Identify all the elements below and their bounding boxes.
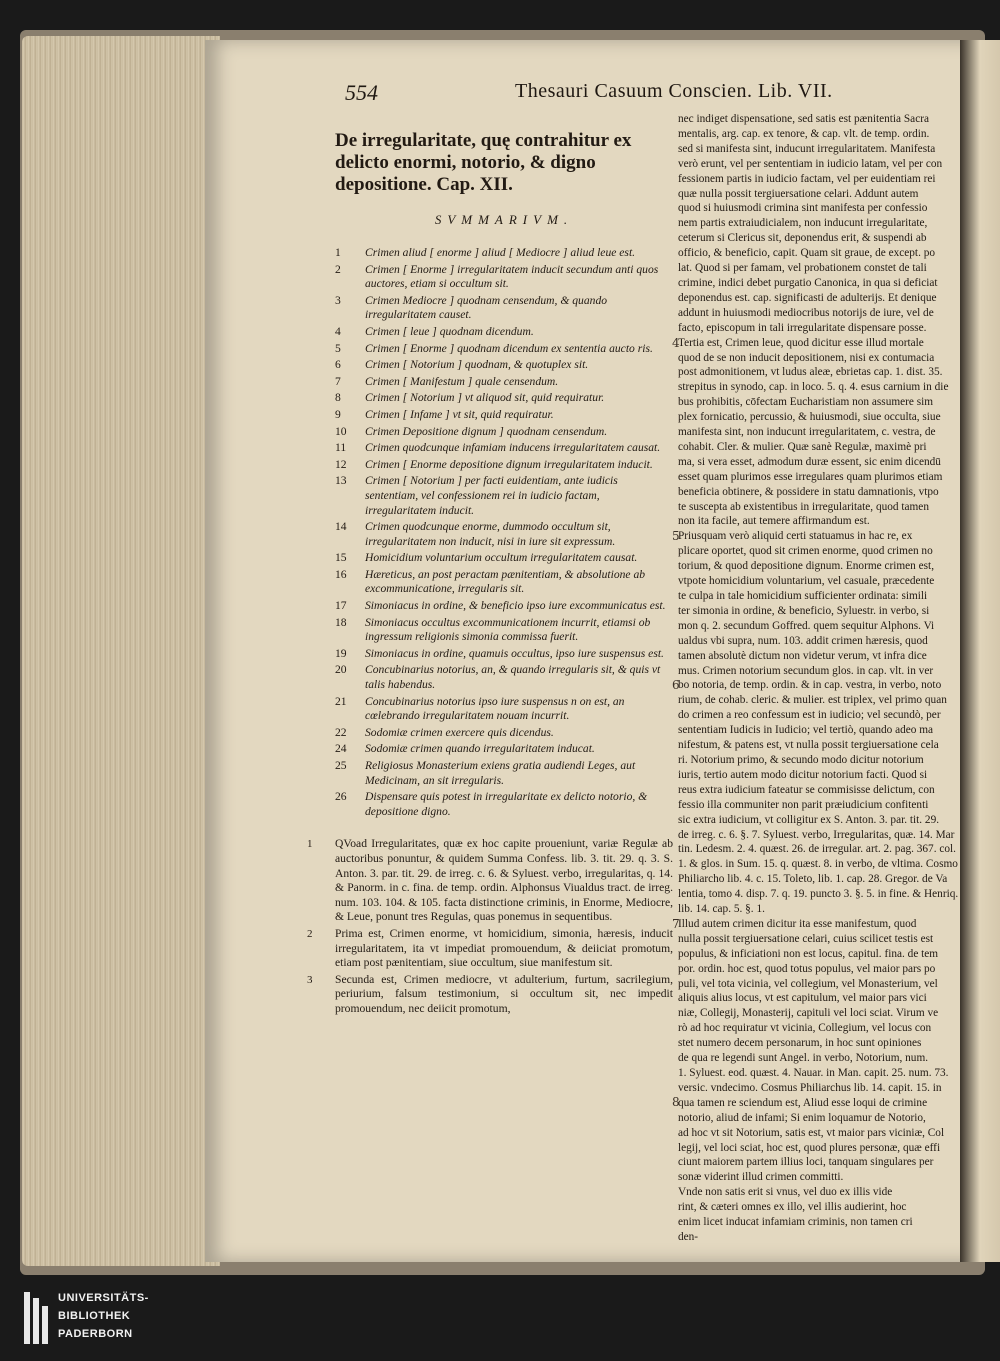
summary-item-text: Homicidium voluntarium occultum irregularitatem causat. [365,551,638,565]
text-line: te culpa in tale homicidium sufficienter ordinata: simili [678,590,928,602]
margin-paragraph-number: 4 [672,335,680,350]
text-line: nem partis extraiudicialem, non inducunt irregularitate, [678,217,928,230]
summary-item [335,647,673,662]
body-paragraph [307,972,673,1017]
margin-paragraph-number: 8 [672,1095,680,1110]
summary-item-text: Crimen [ Enorme ] quodnam dicendum ex sententia aucto ris. [365,341,653,355]
text-line: bus prohibitis, cōfectam Eucharistiam non assumere sim [678,396,934,409]
summary-item-number: 7 [335,374,341,388]
summary-item-number: 8 [335,391,341,405]
text-line: cohabit. Cler. & mulier. Quæ sanè Regulæ, maximè pri [678,440,927,453]
text-line: 1. & glos. in Sum. 15. q. quæst. 8. in verbo, de vltima. Cosmo [678,858,958,871]
summary-item-number: 1 [335,246,341,259]
text-line: iuris, tertio autem modo dicitur notorium facti. Quod si [678,768,928,781]
summary-item-number: 5 [335,341,341,355]
summary-item [335,759,673,788]
paragraph-text: QVoad Irregularitates, quæ ex hoc capite proueniunt, variæ Regulæ ab auctoribus ponuntur, & quidem Summa Confess. lib. 3. tit. 29. q. 3. S. Anton. 3. par. tit. 29. de irreg. c. 6. & Syluest. verbo, irregularitas, q. 14. & Panorm. in c. fina. de temp. ordin. Alphonsus Viualdus tract. de irreg. num. 103. 104. & 105. facta distinctione criminis, in Enorme, Mediocre, & Leue, ponunt tres Regulas, quas ponemus in sequentibus. [335,837,673,924]
text-line: lat. Quod si per famam, vel probationem constet de tali [678,262,927,275]
text-line: mus. Crimen notorium secundum glos. in cap. vlt. in ver [678,664,934,677]
summary-item-number: 10 [335,424,347,438]
body-paragraph [307,926,673,971]
text-line: qua tamen re sciendum est, Aliud esse loqui de crimine [678,1096,928,1109]
summary-item-text: Crimen [ Enorme ] irregularitatem inducit secundum anti quos auctores, etiam si occultum sit. [365,262,659,291]
text-line: Philiarcho lib. 4. c. 15. Toleto, lib. 1. cap. 28. Gregor. de Va [678,873,948,886]
text-line: ceterum si Clericus sit, deponendus erit, & suspendi ab [678,232,927,245]
book-page-edges [22,36,220,1266]
summary-item [335,551,673,566]
left-column [307,130,673,1019]
summary-item [335,520,673,549]
paragraph-number: 3 [307,973,313,986]
text-line: facto, episcopum in tali irregularitate dispensare posse. [678,321,927,334]
text-line: vtpote homicidium voluntarium, vel casuale, præcedente [678,575,935,588]
text-line: quod si huiusmodi crimina sint manifesta per confessio [678,202,928,215]
text-line: lib. 14. cap. 5. §. 1. [678,903,765,916]
summary-item-number: 17 [335,599,347,613]
summary-item [335,726,673,741]
text-line: puli, vel tota vicinia, vel collegium, vel Monasterium, vel [678,977,938,990]
summary-item-text: Crimen Mediocre ] quodnam censendum, & quando irregularitatem causet. [365,293,608,322]
summary-item-number: 14 [335,520,347,534]
summary-item-text: Concubinarius notorius ipso iure suspensus n on est, an cœlebrando irregularitatem nouam incurrit. [365,694,625,723]
summary-item [335,342,673,357]
text-line: addunt in huiusmodi mediocribus notorijs de iure, vel de [678,306,934,319]
text-line: mon q. 2. secundum Goffred. quem sequitur Alphons. Vi [678,619,935,632]
text-line: stet numero decem personarum, in hoc sunt opiniones [678,1037,922,1050]
summary-item [335,599,673,614]
text-line: de qua re legendi sunt Angel. in verbo, Notorium, num. [678,1052,929,1065]
text-line: tamen absolutè dictum non videtur verum, vt infra dice [678,649,927,662]
text-line: reus extra iudicium fateatur se commisisse delictum, con [678,783,935,796]
text-line: rint, & cæteri omnes ex illo, vel illis audierint, hoc [678,1201,907,1214]
summary-item-number: 25 [335,759,347,772]
text-line: populus, & inficiationi non est locus, capitul. fina. de tem [678,947,939,960]
summary-item-number: 24 [335,742,347,756]
summary-item-text: Simoniacus in ordine, & beneficio ipso iure excommunicatus est. [365,599,666,613]
text-line: nifestum, & patens est, vt nulla possit tergiuersatione cela [678,739,939,752]
text-line: rò ad hoc requiratur vt vicinia, Collegium, vel locus con [678,1022,932,1035]
summary-item [335,325,673,340]
summary-item-text: Crimen [ Notorium ] vt aliquod sit, quid requiratur. [365,391,605,405]
text-line: versic. vndecimo. Cosmus Philiarchus lib. 14. capit. 15. in [678,1081,942,1094]
text-line: notorio, aliud de infami; Si enim loquamur de Notorio, [678,1111,926,1124]
paragraph-text: Prima est, Crimen enorme, vt homicidium, simonia, hæresis, inducit irregularitatem, ita vt impediat promouendum, & deiiciat promotum, etiam post pænitentiam, siue occultum, siue manifestum sit. [335,926,673,970]
library-name-line3: PADERBORN [58,1328,133,1340]
summary-item-text: Crimen aliud [ enorme ] aliud [ Mediocre ] aliud leue est. [365,246,636,259]
text-line: ciunt maiorem partem illius loci, tanquam singulares per [678,1156,934,1169]
text-line: deponendus est. cap. significasti de adulterijs. Et denique [678,291,937,304]
text-line: den- [678,1230,699,1243]
text-line: lentia, tomo 4. disp. 7. q. 19. puncto 3. §. 5. in fine. & Henriq. [678,888,959,901]
text-line: Tertia est, Crimen leue, quod dicitur esse illud mortale [678,336,924,349]
margin-paragraph-number: 6 [672,678,680,693]
summary-item-number: 18 [335,615,347,629]
text-line: quæ nulla possit tergiuersatione celari. Addunt autem [678,187,919,200]
text-line: verò erunt, vel per sententiam in iudicio latam, vel per con [678,157,943,170]
text-line: manifesta sint, non inducunt irregularitatem, c. vestra, de [678,426,936,439]
text-line: legij, vel loci sciat, hoc est, quod plures personæ, quæ effi [678,1141,941,1154]
summary-item-text: Crimen [ Notorium ] quodnam, & quotuplex sit. [365,358,589,372]
library-name-line1: UNIVERSITÄTS- [58,1292,149,1304]
right-column [678,112,960,1262]
text-line: nec indiget dispensatione, sed satis est pænitentia Sacra [678,113,929,125]
summary-item-number: 2 [335,262,341,276]
text-line: sonæ viderint illud crimen committi. [678,1171,844,1184]
summary-item-text: Concubinarius notorius, an, & quando irregularis sit, & quis vt talis habendus. [365,663,661,692]
summary-list [335,246,673,819]
body-text-left [307,837,673,1016]
text-line: bo notoria, de temp. ordin. & in cap. vestra, in verbo, noto [678,679,942,692]
summary-item-text: Religiosus Monasterium exiens gratia audiendi Leges, aut Medicinam, an sit irregularis. [365,759,636,787]
text-line: officio, & beneficio, capit. Quam sit graue, de except. po [678,247,936,260]
text-line: ri. Notorium primo, & secundo modo dicitur notorium [678,753,924,766]
margin-paragraph-number: 5 [672,529,680,544]
summary-item [335,663,673,692]
text-line: de irreg. c. 6. §. 7. Syluest. verbo, Irregularitas, quæ. 14. Mar [678,828,955,841]
text-line: post admonitionem, vt ludus aleæ, ebrietas cap. 1. dist. 35. [678,366,943,379]
paragraph-text: Secunda est, Crimen mediocre, vt adulterium, furtum, sacrilegium, periurium, falsum testimonium, si occultum sit, nec impedit promouendum, nec deiicit promotum, [335,972,673,1015]
library-emblem-icon [22,1290,52,1346]
summary-heading: SVMMARIVM. [434,212,574,227]
summary-item [335,408,673,423]
text-line: Vnde non satis erit si vnus, vel duo ex illis vide [678,1186,893,1199]
text-line: sic extra iudicium, vt colligitur ex S. Anton. 3. par. tit. 29. [678,813,940,826]
summary-item-number: 21 [335,694,347,708]
summary-item-number: 6 [335,358,341,372]
text-line: torium, & quod depositione dignum. Enorme crimen est, [678,560,935,573]
summary-item [335,474,673,518]
summary-item-number: 19 [335,646,347,660]
summary-item-number: 15 [335,551,347,565]
summary-item-text: Crimen quodcunque infamiam inducens irregularitatem causat. [365,441,661,455]
summary-item-text: Simoniacus occultus excommunicationem incurrit, etiamsi ob ingressum religionis simonia commissa fuerit. [365,615,651,644]
text-line: beneficia obtinere, & possidere in statu damnationis, vtpo [678,485,939,498]
text-line: fessio illa communiter non parit præiudicium confitenti [678,798,929,811]
summary-item-text: Crimen [ Enorme depositione dignum irregularitatem inducit. [365,457,653,471]
text-line: mentalis, arg. cap. ex tenore, & cap. vlt. de temp. ordin. [678,127,930,140]
summary-item-number: 9 [335,407,341,421]
text-line: ma, si vera esset, admodum duræ essent, sic enim dicendū [678,455,941,468]
text-line: plex fornicatio, percussio, & huiusmodi, siue occulta, siue [678,411,941,424]
page-number: 554 [345,80,378,105]
text-line: Priusquam verò aliquid certi statuamus in hac re, ex [678,530,913,543]
summary-item-text: Crimen [ Manifestum ] quale censendum. [365,374,559,388]
summary-item [335,425,673,440]
text-line: strepitus in synodo, cap. in loco. 5. q. 4. esus carnium in die [678,381,949,394]
text-line: 1. Syluest. eod. quæst. 4. Nauar. in Man. capit. 25. num. 73. [678,1067,949,1079]
text-line: esset quam plurimos esse irregulares quam plurimos etiam [678,470,943,483]
summary-item-number: 12 [335,457,347,471]
summary-item-number: 26 [335,790,347,804]
text-line: sententiam Iudicis in Iudicio; vel tertiò, quando adeo ma [678,724,934,737]
text-line: ter simonia in ordine, & beneficio, Syluestr. in verbo, si [678,604,930,617]
summary-item-text: Simoniacus in ordine, quamuis occultus, ipso iure suspensus est. [365,646,664,660]
summary-item-number: 13 [335,474,347,488]
summary-item-text: Crimen Depositione dignum ] quodnam censendum. [365,424,608,438]
summary-item [335,358,673,373]
text-line: rium, de cohab. cleric. & mulier. est triplex, vel primo quan [678,694,947,707]
body-paragraph [307,837,673,925]
summary-item [335,695,673,724]
summary-item-text: Crimen quodcunque enorme, dummodo occultum sit, irregularitatem non inducit, nisi in iure sit expressum. [365,520,616,548]
text-line: do crimen a reo confessum est in iudicio; vel secundò, per [678,709,941,722]
text-line: niæ, Collegij, Monasterij, capituli vel loci sciat. Virum ve [678,1007,939,1020]
paragraph-number: 2 [307,927,313,940]
text-line: enim licet inducat infamiam criminis, non tamen cri [678,1216,913,1229]
text-line: ad hoc vt sit Notorium, satis est, vt maior pars viciniæ, Col [678,1126,945,1139]
summary-item [335,441,673,456]
summary-item-text: Sodomiæ crimen quando irregularitatem inducat. [365,742,595,756]
text-line: por. ordin. hoc est, quod totus populus, vel maior pars po [678,962,936,975]
chapter-title: De irregularitate, quę contrahitur ex delicto enormi, notorio, & digno depositione. Cap. XII. [335,130,632,195]
next-page-gutter [960,40,1000,1262]
summary-item-text: Sodomiæ crimen exercere quis dicendus. [365,725,554,739]
margin-paragraph-number: 7 [672,916,680,931]
text-line: ualdus vbi supra, num. 103. addit crimen hæresis, quod [678,634,928,647]
summary-item-number: 11 [335,441,347,455]
paragraph-number: 1 [307,838,313,851]
library-name-line2: BIBLIOTHEK [58,1310,131,1322]
summary-item [335,294,673,323]
summary-item-text: Crimen [ Notorium ] per facti euidentiam, ante iudicis sententiam, vel confessionem rei in iudicio factam, irregularitatem inducit. [365,474,618,517]
summary-item-text: Hæreticus, an post peractam pænitentiam, & absolutione ab excommunicatione, irregularis sit. [365,567,646,596]
summary-item-number: 22 [335,725,347,739]
text-line: fessionem partis in iudicio factam, vel per euidentiam rei [678,172,936,185]
summary-item-text: Crimen [ Infame ] vt sit, quid requiratur. [365,407,554,421]
summary-item-text: Crimen [ leue ] quodnam dicendum. [365,324,534,338]
text-line: crimine, indici debet purgatio Canonica, in qua si deficiat [678,276,938,289]
text-line: plicare oportet, quod sit crimen enorme, quod crimen no [678,545,933,558]
summary-item-number: 16 [335,567,347,581]
summary-item-number: 20 [335,663,347,677]
text-line: non ita facile, aut temere affirmandum est. [678,515,870,528]
running-head: Thesauri Casuum Conscien. Lib. VII. [515,80,833,102]
summary-item-text: Dispensare quis potest in irregularitate ex delicto notorio, & depositione digno. [365,790,648,818]
summary-item [335,391,673,406]
summary-item [335,246,673,261]
summary-item [335,458,673,473]
library-logo [22,1290,182,1350]
summary-item [335,742,673,757]
summary-item [335,375,673,390]
summary-item [335,263,673,292]
summary-item [335,616,673,645]
text-line: quod de se non inducit depositionem, nisi ex contumacia [678,351,935,364]
text-line: te suscepta ab existentibus in irregularitate, quod tamen [678,500,929,513]
text-line: tin. Ledesm. 2. 4. quæst. 26. de irregular. art. 2. pag. 367. col. [678,843,956,856]
summary-item-number: 4 [335,324,341,338]
summary-item-number: 3 [335,293,341,307]
text-line: aliquis alius locus, vt est capitulum, vel maior pars vici [678,992,927,1005]
summary-item [335,568,673,597]
text-line: Illud autem crimen dicitur ita esse manifestum, quod [678,917,917,930]
text-line: nulla possit tergiuersatione celari, cuius scilicet testis est [678,932,934,945]
summary-item [335,790,673,819]
text-line: sed si manifesta sint, inducunt irregularitatem. Manifesta [678,142,936,155]
